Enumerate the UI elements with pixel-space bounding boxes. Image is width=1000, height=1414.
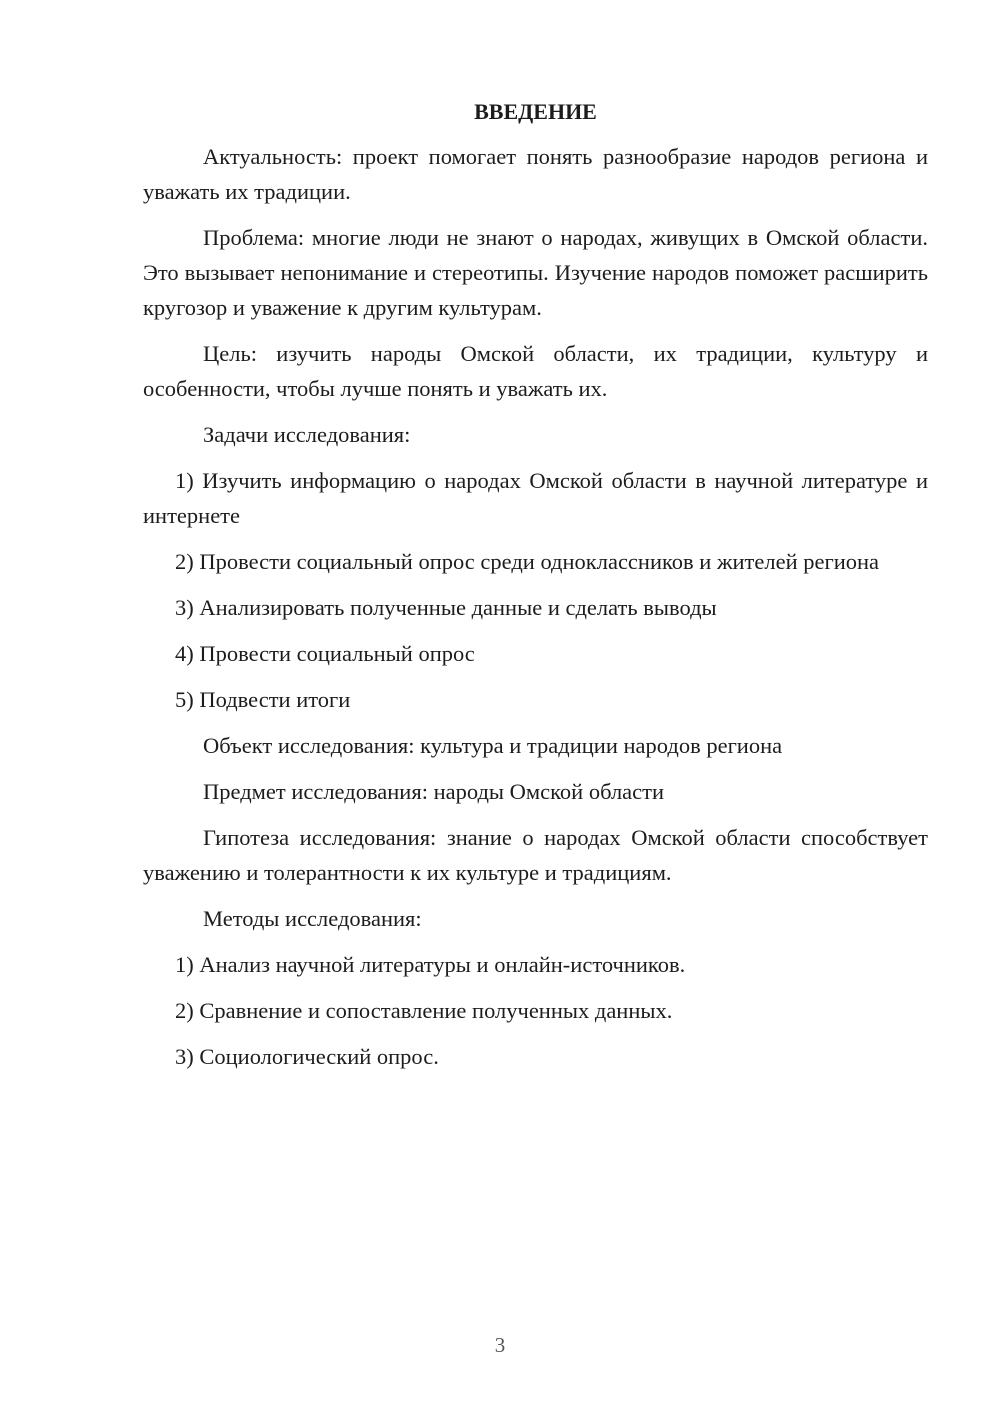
- task-item: 1) Изучить информацию о народах Омской области в научной литературе и интернете: [143, 468, 928, 528]
- methods-heading: Методы исследования:: [203, 906, 422, 931]
- relevance-paragraph: Актуальность: проект помогает понять разнообразие народов региона и уважать их традиции.: [143, 144, 928, 204]
- goal-paragraph: Цель: изучить народы Омской области, их традиции, культуру и особенности, чтобы лучше понять и уважать их.: [143, 341, 928, 401]
- section-title: ВВЕДЕНИЕ: [474, 99, 597, 124]
- document-page: [143, 94, 928, 1085]
- tasks-heading: Задачи исследования:: [203, 422, 411, 447]
- method-item: 3) Социологический опрос.: [175, 1044, 439, 1069]
- subject-paragraph: Предмет исследования: народы Омской области: [203, 779, 665, 804]
- task-item: 4) Провести социальный опрос: [175, 641, 475, 666]
- page-number: 3: [494, 1333, 506, 1357]
- method-item: 1) Анализ научной литературы и онлайн-источников.: [175, 952, 686, 977]
- task-item: 2) Провести социальный опрос среди одноклассников и жителей региона: [175, 549, 880, 574]
- object-paragraph: Объект исследования: культура и традиции народов региона: [203, 733, 783, 758]
- task-item: 3) Анализировать полученные данные и сделать выводы: [175, 595, 717, 620]
- method-item: 2) Сравнение и сопоставление полученных данных.: [175, 998, 673, 1023]
- problem-paragraph: Проблема: многие люди не знают о народах, живущих в Омской области. Это вызывает непонимание и стереотипы. Изучение народов поможет расширить кругозор и уважение к другим культурам.: [143, 225, 928, 320]
- task-item: 5) Подвести итоги: [175, 687, 351, 712]
- hypothesis-paragraph: Гипотеза исследования: знание о народах Омской области способствует уважению и толерантности к их культуре и традициям.: [143, 825, 928, 885]
